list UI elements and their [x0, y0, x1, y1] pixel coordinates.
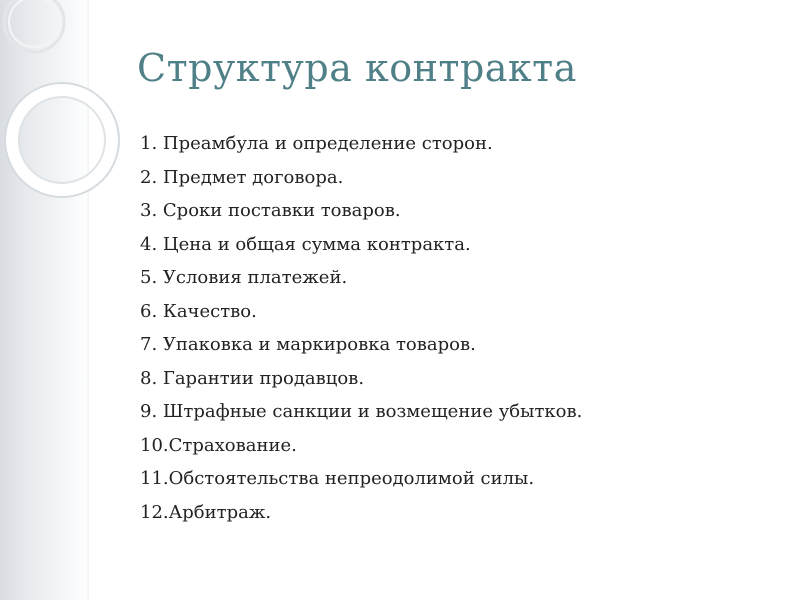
large-ring — [12, 90, 112, 190]
list-item: 7. Упаковка и маркировка товаров. — [140, 334, 476, 355]
large-ring-shadow — [5, 83, 119, 197]
large-ring-inner-shadow — [19, 97, 105, 183]
list-item: 1. Преамбула и определение сторон. — [140, 133, 493, 154]
decorative-circles — [0, 0, 130, 240]
list-item: 11.Обстоятельства непреодолимой силы. — [140, 468, 535, 489]
list-item: 10.Страхование. — [140, 434, 297, 456]
small-ring-inner — [9, 0, 59, 47]
list-item: 4. Цена и общая сумма контракта. — [140, 233, 471, 255]
list-item: 8. Гарантии продавцов. — [140, 367, 365, 389]
list-item: 12.Арбитраж. — [140, 501, 272, 523]
list-item: 3. Сроки поставки товаров. — [140, 200, 401, 221]
list-item: 9. Штрафные санкции и возмещение убытков. — [140, 401, 583, 422]
slide-title: Структура контракта — [137, 46, 577, 90]
list-item: 5. Условия платежей. — [140, 267, 348, 288]
list-item: 6. Качество. — [140, 300, 257, 322]
list-item: 2. Предмет договора. — [140, 166, 344, 188]
contract-structure-list — [140, 127, 582, 529]
